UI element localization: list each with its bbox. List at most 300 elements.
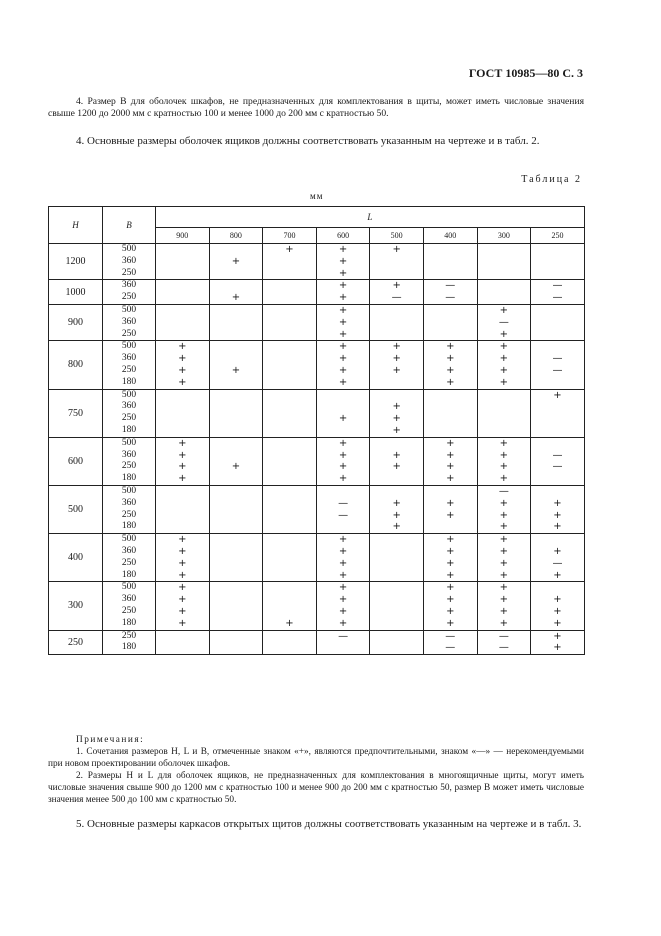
- mark-value: [210, 317, 263, 329]
- mark-value: +: [338, 437, 348, 449]
- mark-value: +: [178, 376, 187, 388]
- b-value: 360: [121, 255, 137, 266]
- mark-value: [531, 582, 584, 594]
- mark-value: [370, 305, 423, 317]
- cell-mark: [316, 485, 370, 533]
- mark-value: [370, 618, 423, 630]
- mark-value: +: [178, 557, 187, 569]
- cell-mark: [370, 437, 424, 485]
- mark-value: +: [178, 545, 187, 557]
- mark-value: +: [338, 353, 348, 365]
- b-value: 180: [121, 473, 137, 484]
- cell-mark: [477, 485, 531, 533]
- mark-value: [478, 280, 531, 292]
- mark-value: [478, 268, 531, 280]
- mark-value: [424, 317, 477, 329]
- mark-value: +: [446, 534, 455, 546]
- mark-value: [531, 425, 584, 437]
- b-value: 360: [121, 594, 137, 605]
- mark-value: [263, 631, 316, 643]
- mark-value: [263, 486, 316, 498]
- table-row: [49, 534, 585, 582]
- mark-value: [210, 438, 263, 450]
- mark-value: [263, 582, 316, 594]
- mark-value: [424, 268, 477, 280]
- cell-mark: [156, 485, 210, 533]
- mark-value: [263, 401, 316, 413]
- mark-value: +: [178, 341, 187, 353]
- cell-mark: [263, 244, 317, 280]
- cell-mark: [156, 244, 210, 280]
- mark-value: +: [499, 497, 509, 509]
- mark-value: [424, 390, 477, 402]
- mark-value: [263, 558, 316, 570]
- table-unit: мм: [310, 191, 324, 201]
- mark-value: [156, 631, 209, 643]
- mark-value: [263, 498, 316, 510]
- mark-value: [156, 305, 209, 317]
- mark-value: +: [392, 364, 401, 376]
- column-l-value: 900: [156, 228, 210, 244]
- b-value: 180: [121, 617, 137, 628]
- mark-value: +: [338, 255, 348, 267]
- mark-value: +: [446, 473, 455, 485]
- mark-value: [156, 390, 209, 402]
- cell-mark: [370, 280, 424, 305]
- mark-value: [210, 244, 263, 256]
- mark-value: [210, 594, 263, 606]
- mark-value: [531, 401, 584, 413]
- table-row: [49, 630, 585, 655]
- cell-mark: [423, 630, 477, 655]
- mark-value: [263, 450, 316, 462]
- mark-value: +: [499, 617, 509, 629]
- cell-mark: [423, 485, 477, 533]
- mark-value: +: [231, 292, 241, 304]
- mark-value: +: [553, 509, 562, 521]
- b-value: 360: [121, 497, 137, 508]
- mark-value: [263, 438, 316, 450]
- mark-value: [370, 606, 423, 618]
- mark-value: +: [338, 605, 348, 617]
- cell-h: 1000: [49, 280, 103, 305]
- b-value: 250: [121, 630, 137, 641]
- mark-value: [210, 341, 263, 353]
- mark-value: [156, 486, 209, 498]
- cell-mark: [316, 341, 370, 389]
- mark-value: [210, 631, 263, 643]
- mark-value: [210, 570, 263, 582]
- mark-value: +: [499, 328, 509, 340]
- cell-mark: [316, 630, 370, 655]
- mark-value: —: [552, 353, 563, 365]
- mark-value: +: [392, 244, 401, 255]
- cell-mark: [209, 437, 263, 485]
- cell-mark: [209, 244, 263, 280]
- b-value: 360: [121, 280, 137, 291]
- table-row: [49, 437, 585, 485]
- mark-value: [531, 473, 584, 485]
- cell-mark: [423, 534, 477, 582]
- mark-value: [263, 305, 316, 317]
- mark-value: —: [445, 630, 456, 642]
- mark-value: +: [338, 292, 348, 304]
- mark-value: +: [553, 630, 562, 642]
- mark-value: [263, 329, 316, 341]
- cell-h: 800: [49, 341, 103, 389]
- table-row: [49, 244, 585, 280]
- cell-mark: [370, 630, 424, 655]
- mark-value: +: [178, 461, 187, 473]
- mark-value: +: [446, 341, 455, 353]
- mark-value: +: [392, 341, 401, 353]
- b-value: 500: [121, 244, 137, 254]
- mark-value: [478, 401, 531, 413]
- b-value: 250: [121, 267, 137, 278]
- mark-value: —: [498, 485, 509, 497]
- column-l-value: 400: [423, 228, 477, 244]
- mark-value: [210, 642, 263, 654]
- cell-mark: [370, 485, 424, 533]
- mark-value: [210, 425, 263, 437]
- mark-value: [424, 486, 477, 498]
- cell-mark: [263, 280, 317, 305]
- notes-title: Примечания:: [76, 735, 145, 745]
- mark-value: [370, 473, 423, 485]
- mark-value: [263, 594, 316, 606]
- mark-value: +: [553, 569, 562, 581]
- b-value: 500: [121, 582, 137, 593]
- table-row: [49, 485, 585, 533]
- cell-mark: [316, 244, 370, 280]
- cell-mark: [209, 534, 263, 582]
- mark-value: [263, 534, 316, 546]
- cell-b: [103, 630, 156, 655]
- mark-value: [263, 268, 316, 280]
- cell-mark: [209, 582, 263, 630]
- mark-value: [370, 390, 423, 402]
- mark-value: [156, 401, 209, 413]
- mark-value: [263, 606, 316, 618]
- b-value: 360: [121, 449, 137, 460]
- mark-value: +: [499, 509, 509, 521]
- mark-value: [210, 377, 263, 389]
- mark-value: +: [178, 605, 187, 617]
- mark-value: [210, 498, 263, 510]
- mark-value: +: [338, 376, 348, 388]
- cell-mark: [316, 582, 370, 630]
- mark-value: [370, 534, 423, 546]
- mark-value: +: [499, 376, 509, 388]
- mark-value: [210, 353, 263, 365]
- mark-value: [424, 244, 477, 256]
- mark-value: +: [446, 557, 455, 569]
- mark-value: [263, 425, 316, 437]
- column-b-header: B: [103, 207, 156, 244]
- mark-value: +: [553, 605, 562, 617]
- mark-value: +: [499, 594, 509, 606]
- mark-value: [263, 317, 316, 329]
- cell-h: 500: [49, 485, 103, 533]
- mark-value: [478, 390, 531, 402]
- mark-value: [210, 510, 263, 522]
- mark-value: +: [231, 461, 241, 473]
- mark-value: [424, 401, 477, 413]
- mark-value: +: [338, 449, 348, 461]
- mark-value: [263, 473, 316, 485]
- mark-value: [531, 317, 584, 329]
- mark-value: [210, 473, 263, 485]
- mark-value: +: [446, 376, 455, 388]
- cell-mark: [209, 485, 263, 533]
- cell-mark: [531, 437, 585, 485]
- mark-value: +: [392, 521, 401, 533]
- note-1: 1. Сочетания размеров H, L и B, отмеченные знаком «+», являются предпочтительными, знаком «—» — нерекомендуемыми при новом проектировании оболочек шкафов.: [48, 747, 584, 769]
- cell-mark: [477, 630, 531, 655]
- mark-value: +: [499, 473, 509, 485]
- mark-value: +: [338, 413, 348, 425]
- mark-value: —: [552, 280, 563, 292]
- mark-value: [531, 486, 584, 498]
- mark-value: +: [285, 617, 294, 629]
- cell-mark: [423, 280, 477, 305]
- mark-value: +: [446, 497, 455, 509]
- mark-value: +: [338, 461, 348, 473]
- mark-value: [210, 305, 263, 317]
- cell-mark: [263, 304, 317, 340]
- cell-mark: [316, 304, 370, 340]
- mark-value: +: [446, 437, 455, 449]
- mark-value: [370, 438, 423, 450]
- cell-b: [103, 534, 156, 582]
- cell-mark: [263, 437, 317, 485]
- mark-value: [317, 425, 370, 437]
- mark-value: [478, 292, 531, 304]
- mark-value: —: [498, 642, 509, 654]
- mark-value: —: [552, 461, 563, 473]
- paragraph-frames: 5. Основные размеры каркасов открытых щитов должны соответствовать указанным на чертеже и в табл. 3.: [76, 818, 582, 830]
- mark-value: [317, 401, 370, 413]
- mark-value: [531, 329, 584, 341]
- mark-value: [263, 256, 316, 268]
- mark-value: [156, 329, 209, 341]
- mark-value: +: [553, 594, 562, 606]
- page-header: ГОСТ 10985—80 С. 3: [468, 66, 583, 80]
- mark-value: +: [338, 341, 348, 353]
- mark-value: +: [338, 304, 348, 316]
- mark-value: [531, 268, 584, 280]
- cell-mark: [531, 534, 585, 582]
- mark-value: [263, 521, 316, 533]
- cell-mark: [209, 389, 263, 437]
- dimensions-table: [48, 206, 585, 655]
- mark-value: [370, 317, 423, 329]
- cell-mark: [263, 582, 317, 630]
- column-l-value: 800: [209, 228, 263, 244]
- column-h-header: H: [49, 207, 103, 244]
- b-value: 360: [121, 401, 137, 412]
- b-value: 500: [121, 389, 137, 400]
- cell-mark: [209, 304, 263, 340]
- mark-value: +: [446, 605, 455, 617]
- mark-value: [156, 256, 209, 268]
- mark-value: +: [178, 364, 187, 376]
- cell-mark: [156, 582, 210, 630]
- b-value: 500: [121, 341, 137, 352]
- cell-mark: [531, 244, 585, 280]
- mark-value: +: [231, 255, 241, 267]
- mark-value: [263, 353, 316, 365]
- mark-value: +: [553, 389, 562, 401]
- mark-value: +: [178, 449, 187, 461]
- mark-value: +: [178, 437, 187, 449]
- mark-value: [156, 498, 209, 510]
- column-l-value: 700: [263, 228, 317, 244]
- mark-value: +: [499, 341, 509, 353]
- b-value: 500: [121, 304, 137, 315]
- b-value: 500: [121, 485, 137, 496]
- b-value: 250: [121, 461, 137, 472]
- mark-value: [210, 486, 263, 498]
- mark-value: [370, 631, 423, 643]
- mark-value: [156, 510, 209, 522]
- mark-value: +: [499, 304, 509, 316]
- cell-h: 1200: [49, 244, 103, 280]
- cell-mark: [156, 304, 210, 340]
- mark-value: [531, 341, 584, 353]
- cell-mark: [423, 389, 477, 437]
- cell-mark: [370, 341, 424, 389]
- mark-value: +: [338, 364, 348, 376]
- mark-value: [210, 280, 263, 292]
- cell-b: [103, 280, 156, 305]
- mark-value: +: [178, 569, 187, 581]
- mark-value: +: [338, 534, 348, 546]
- mark-value: +: [446, 617, 455, 629]
- notes-block: [48, 734, 584, 806]
- b-value: 250: [121, 605, 137, 616]
- mark-value: +: [392, 449, 401, 461]
- mark-value: [531, 413, 584, 425]
- cell-mark: [531, 485, 585, 533]
- mark-value: +: [178, 473, 187, 485]
- cell-mark: [423, 582, 477, 630]
- mark-value: —: [552, 449, 563, 461]
- mark-value: [424, 425, 477, 437]
- mark-value: [210, 618, 263, 630]
- cell-mark: [263, 485, 317, 533]
- mark-value: [263, 365, 316, 377]
- column-l-value: 600: [316, 228, 370, 244]
- mark-value: [156, 413, 209, 425]
- mark-value: +: [553, 497, 562, 509]
- mark-value: [478, 425, 531, 437]
- b-value: 500: [121, 534, 137, 545]
- mark-value: +: [231, 364, 241, 376]
- table-name: Таблица 2: [521, 174, 582, 185]
- mark-value: [370, 594, 423, 606]
- cell-h: 250: [49, 630, 103, 655]
- mark-value: [210, 582, 263, 594]
- mark-value: [263, 292, 316, 304]
- mark-value: —: [552, 557, 563, 569]
- mark-value: +: [499, 545, 509, 557]
- mark-value: [263, 510, 316, 522]
- mark-value: +: [499, 449, 509, 461]
- mark-value: [210, 268, 263, 280]
- mark-value: [424, 305, 477, 317]
- cell-mark: [370, 244, 424, 280]
- cell-mark: [156, 280, 210, 305]
- mark-value: —: [552, 364, 563, 376]
- column-l-value: 250: [531, 228, 585, 244]
- cell-b: [103, 244, 156, 280]
- cell-mark: [423, 304, 477, 340]
- b-value: 180: [121, 569, 137, 580]
- mark-value: +: [499, 605, 509, 617]
- mark-value: +: [446, 364, 455, 376]
- mark-value: [210, 413, 263, 425]
- mark-value: +: [392, 424, 401, 436]
- mark-value: [531, 244, 584, 256]
- cell-mark: [531, 341, 585, 389]
- cell-mark: [531, 389, 585, 437]
- cell-b: [103, 304, 156, 340]
- cell-mark: [209, 341, 263, 389]
- mark-value: +: [392, 401, 401, 413]
- mark-value: +: [553, 642, 562, 654]
- mark-value: [263, 413, 316, 425]
- cell-mark: [209, 630, 263, 655]
- mark-value: +: [553, 617, 562, 629]
- mark-value: +: [446, 582, 455, 594]
- cell-b: [103, 389, 156, 437]
- mark-value: —: [552, 292, 563, 304]
- mark-value: —: [338, 630, 349, 642]
- mark-value: [478, 413, 531, 425]
- mark-value: +: [178, 594, 187, 606]
- cell-mark: [477, 244, 531, 280]
- mark-value: [531, 534, 584, 546]
- mark-value: +: [338, 594, 348, 606]
- cell-mark: [209, 280, 263, 305]
- cell-mark: [477, 341, 531, 389]
- mark-value: [424, 413, 477, 425]
- mark-value: [210, 546, 263, 558]
- mark-value: +: [338, 473, 348, 485]
- mark-value: [263, 280, 316, 292]
- mark-value: [210, 521, 263, 533]
- mark-value: +: [446, 569, 455, 581]
- mark-value: [156, 268, 209, 280]
- cell-mark: [156, 437, 210, 485]
- cell-mark: [531, 280, 585, 305]
- mark-value: +: [499, 461, 509, 473]
- table-row: [49, 280, 585, 305]
- mark-value: +: [446, 545, 455, 557]
- mark-value: +: [446, 353, 455, 365]
- cell-mark: [370, 582, 424, 630]
- column-l-value: 500: [370, 228, 424, 244]
- mark-value: [424, 521, 477, 533]
- mark-value: [210, 558, 263, 570]
- mark-value: [531, 377, 584, 389]
- mark-value: +: [338, 545, 348, 557]
- mark-value: [210, 390, 263, 402]
- cell-mark: [477, 280, 531, 305]
- mark-value: +: [446, 509, 455, 521]
- cell-mark: [477, 534, 531, 582]
